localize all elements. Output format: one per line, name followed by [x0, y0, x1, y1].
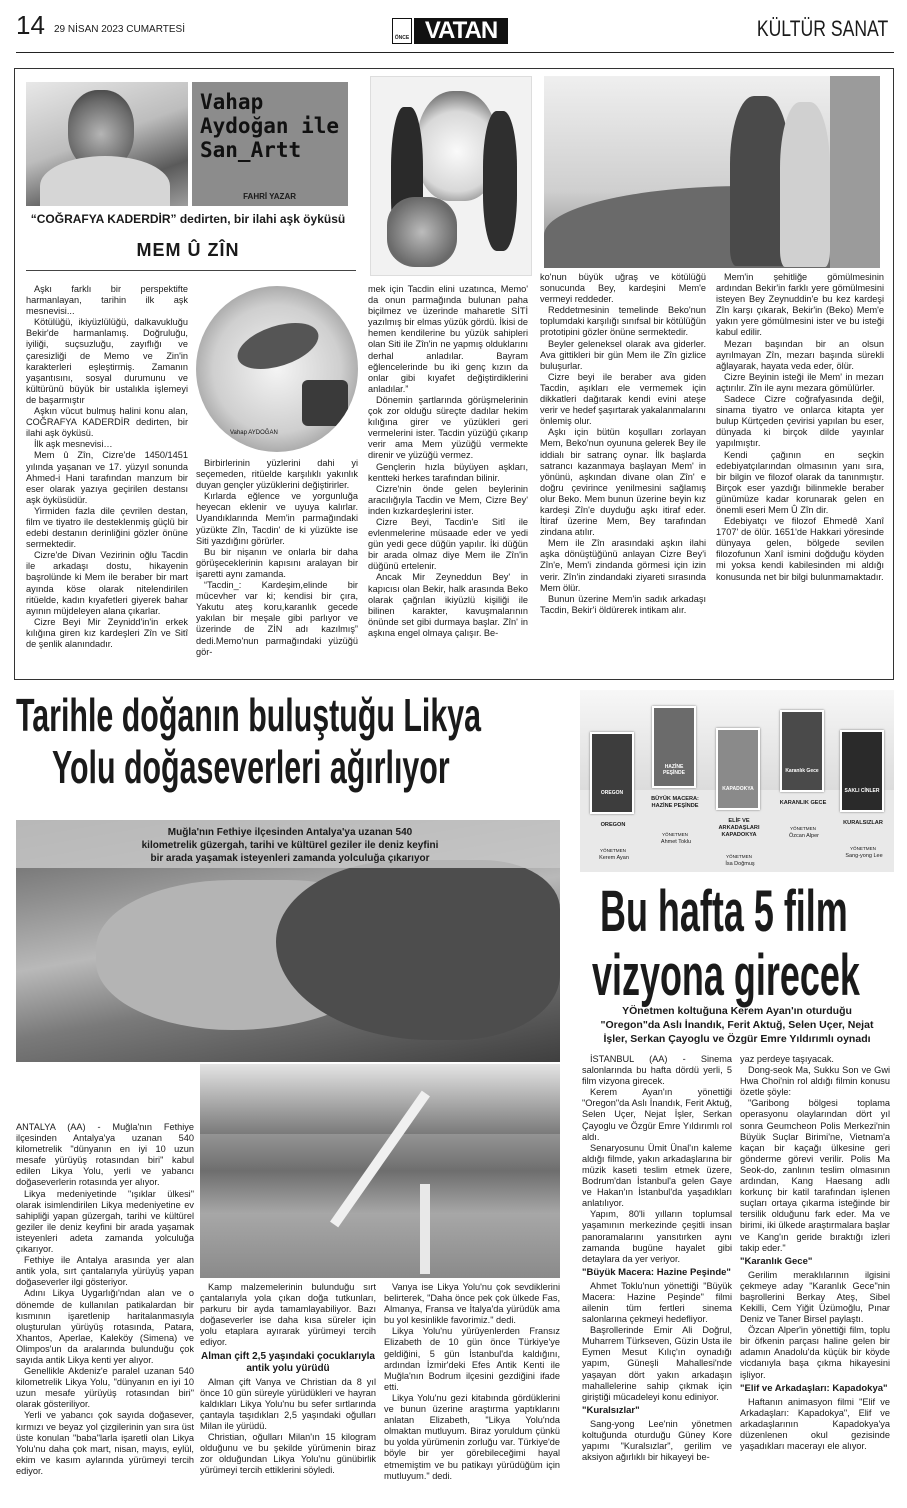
film-poster-director: İsa Doğmuş [725, 861, 755, 867]
film-poster-text: KAPADOKYA [722, 786, 754, 792]
art-circle-embrace [196, 286, 358, 452]
column-title-box [192, 82, 348, 206]
page-header [16, 8, 896, 48]
film-poster-title: KURALSIZLAR [843, 820, 883, 826]
column-rule [26, 270, 356, 271]
film-poster-director-label: YÖNETMEN [789, 826, 817, 831]
column-title: Vahap Aydoğan ile San_Artt [200, 90, 340, 162]
film-text-1: İSTANBUL (AA) - Sinema salonlarında bu hafta dördü yerli, 5 film vizyona girecek. Kerem Ayan'ın yönettiği "Oregon"da Aslı İnandık, Ferit Aktuğ, Selen Uçer, Nejat İşler, Serkan Çayoglu ve Özgür Emre Yıldırımlı rol aldı. Senaryosunu Ümit Ünal'ın kaleme aldığı filmde, yakın arkadaşlarına bir müzik kaseti teslim etmek üzere, Bodrum'dan İstanbul'a gelen Gaye ve Hakan'ın İstanbul'da yaşadıkları anlatılıyor. Yapım, 80'li yılların toplumsal yaşamının merkezinde çeşitli insan panoramalarını yansıtırken aynı zamanda bugüne hayalet gibi detaylara da yer veriyor. "Büyük Macera: Hazine Peşinde" Ahmet Toklu'nun yönettiği "Büyük Macera: Hazine Peşinde" filmi ailenin tüm fertleri sinema salonlarına çekmeyi hedefliyor. Başrollerinde Emir Ali Doğrul, Muharrem Türkseven, Güzin Usta ile Eymen Mesut Kılıç'ın oynadığı yapım, Güneşli Mahallesi'nde yaşayan dört yakın arkadaşın mahallelerine sahip çıkmak için giriştiği mücadeleyi konu ediniyor. "Kuralsızlar" Sang-yong Lee'nin yönetmen koltuğunda oturduğu Güney Kore yapımı "Kuralsızlar", gerilim ve aksiyon ağırlıklı bir hikayeyi be- [582, 1054, 732, 1463]
column-kicker: “COĞRAFYA KADERDİR” dedirten, bir ilahi aşk öyküsü [30, 212, 346, 226]
film-headline-2: vizyona girecek [592, 944, 860, 1008]
film-poster-title: BÜYÜK MACERA: HAZİNE PEŞİNDE [651, 796, 699, 809]
film-poster-text: SAKLI CİNLER [844, 788, 880, 794]
film-poster-card [780, 710, 828, 880]
author-name: FAHRİ YAZAR [243, 192, 296, 201]
header-rule [16, 52, 894, 53]
film-poster-card [840, 730, 888, 900]
likya-spot: Muğla'nın Fethiye ilçesinden Antalya'ya uzanan 540 kilometrelik güzergah, tarihi ve kültürel geziler ile deniz keyfini bir arada yaşamak isteyenleri zamanda yolculuğa çıkarıyor [141, 827, 439, 864]
film-spot: YÖnetmen koltuğuna Kerem Ayan'ın oturduğu "Oregon"da Aslı İnandık, Ferit Aktuğ, Selen Uçer, Nejat İşler, Serkan Çayoglu ve Özgür Emre Yıldırımlı oynadı [600, 1005, 874, 1045]
likya-text-2: Kamp malzemelerinin bulunduğu sırt çantalarıyla yola çıkan doğa tutkunları, parkuru bir ayda tamamlayabiliyor. Bazı doğaseverler ise daha kısa süreler için yolu etaplara ayırarak yürümeyi tercih ediyor. Alman çift 2,5 yaşındaki çocuklarıyla antik yolu yürüdü Alman çift Vanya ve Christian da 8 yıl önce 10 gün süreyle yürüdükleri ve hayran kaldıkları Likya Yolu'nu bu sefer sırtlarında çantayla taşıdıkları 2,5 yaşındaki oğulları Milan ile yürüdü. Christian, oğulları Milan'ın 15 kilogram olduğunu ve bu şekilde yürümenin biraz zor olduğundan Likya Yolu'nu günübirlik yürümeyi tercih ettiklerini söyledi. [200, 1282, 376, 1476]
film-poster-director-label: YÖNETMEN [661, 832, 689, 837]
film-poster-image [652, 706, 696, 788]
section-title: KÜLTÜR SANAT [756, 16, 888, 41]
likya-text-3: Vanya ise Likya Yolu'nu çok sevdiklerini belirterek, "Daha önce pek çok ülkede Fas, Almanya, Fransa ve İtalya'da yürüdük ama bu yol kesinlikle favorimiz." dedi. Likya Yolu'nu yürüyenlerden Fransız Elizabeth de 10 gün önce Türkiye'ye geldiğini, 5 gün İstanbul'da kaldığını, ardından İzmir'deki Efes Antik Kenti ile Muğla'nın Bodrum ilçesini gezdiğini ifade etti. Likya Yolu'nu gezi kitabında gördüklerini ve bunun üzerine araştırma yaptıklarını anlatan Elizabeth, "Likya Yolu'nda olmaktan mutluyum. Biraz yoruldum çünkü bu yolda yürümenin zorluğu var. Türkiye'de böyle bir yer görebileceğimi hayal etmemiştim ve bu patikayı yürüdüğüm için mutluyum." dedi. [384, 1282, 560, 1481]
inset-caption: Vahap AYDOĞAN [230, 430, 278, 436]
column-text-5: Mem'in şehitliğe gömülmesinin ardından Bekir'in farklı yere gömülmesini isteyen Bey Zeynuddin'e bu kez kardeşi Zîn karşı çıkarak, Bekir'in (Beko) Mem'e yakın yere gömülmesini ister ve bu isteği kabul edilir. Mezarı başından bir an olsun ayrılmayan Zîn, mezarı başında sürekli ağlayarak, hayata veda eder, ölür. Cizre Beyinin isteği ile Mem' in mezarı açtırılır. Zîn ile aynı mezara gömülürler. Sadece Cizre coğrafyasında değil, sinama tiyatro ve onlarca kitapta yer bulup Kürtçeden çevirisi yapılan bu eser, dünyada ki birçok dilde yayınlar yapılmıştır. Kendi çağının en seçkin edebiyatçılarından olmasının yanı sıra, bir bilgin ve filozof olarak da tanınmıştır. Birçok eser yazdığı bilinmekle beraber günümüze kadar korunarak gelen en önemli eseri Mem Û Zîn dir. Edebiyatçı ve filozof Ehmedê Xanî 1707' de ölür. 1651'de Hakkari yöresinde dünyaya gelen, bölgede sevilen filozofunun Xanî ismini doğduğu köyden mi yoksa kendi kabilesinden mi aldığı konusunda net bir bilgi bulunmamaktadır. [716, 272, 884, 582]
film-poster-director-label: YÖNETMEN [725, 854, 753, 859]
film-poster-title: OREGON [600, 822, 626, 828]
column-text-1: Aşkı farklı bir perspektifte harmanlayan, tarihin ilk aşk mesnevisi... Kötülüğü, ikiyüzlülüğü, dalkavukluğu Bekir'de harmanlamış. Doğruluğu, iyiliği, suçsuzluğu, zayıflığı ve çaresizliği de Memo ve Zin'in karakterleri eşleştirmiş. Zamanın yaşantısını, sosyal durumunu ve kültürünü büyük bir ustalıkla işlemeyi de başarmıştır Aşkın vücut bulmuş halini konu alan, COĞRAFYA KADERDİR dedirten, bir ilahi aşk öyküsü. İlk aşk mesnevisi… Mem û Zîn, Cizre'de 1450/1451 yılında yaşanan ve 17. yüzyıl sonunda Ahmed-i Hani tarafından manzum bir eser olarak yazıya geçirilen destansı aşk öyküsüdür. Yirmiden fazla dile çevrilen destan, film ve tiyatro ile desteklenmiş güçlü bir edebi destanın derinliğini gözler önüne sermektedir. Cizre'de Divan Vezirinin oğlu Tacdin ile arkadaşı dostu, hikayenin başrolünde ki Mem ile beraber bir mart ayında köse olarak nitelendirilen ritüelde, kadın kıyafetleri giyerek bahar ayının müjdeleyen alana çıkarlar. Cizre Beyi Mir Zeynidd'in'in erkek kılığına giren kız kardeşleri Zîn ve Sitî de şenlik alanındadır. [26, 284, 188, 649]
column-text-2: Birbirlerinin yüzlerini dahi yi seçemeden, ritüelde karşılıklı yakınlık duyan gençler yüzüklerini değiştirirler. Kırlarda eğlence ve yorgunluğa heyecan eklenir ve uyuya kalırlar. Uyandıklarında Mem'in parmağındaki yüzükte Zîn, Tacdin' de ki yüzükte ise Siti yazdığını görürler. Bu bir nişanın ve onlarla bir daha görüşeceklerinin kapısını aralayan bir işaretti aynı zamanda. “Tacdin_: Kardeşim,elinde bir mücevher var ki; kendisi bir çıra, Yakutu ateş koru,karanlık gecede yakılan bir meşale gibi parlıyor ve üzerinde de ZİN adı kazılmış” dedi.Memo'nun parmağındaki yüzüğü gör- [196, 458, 358, 657]
author-inset-photo [302, 380, 348, 426]
film-poster-card [590, 732, 638, 902]
page-number: 14 [16, 10, 45, 40]
likya-headline: Tarihle doğanın buluştuğu Likya [16, 690, 481, 741]
film-poster-director: Ahmet Toklu [660, 839, 692, 845]
issue-date: 29 NİSAN 2023 CUMARTESİ [54, 24, 185, 35]
film-poster-director-label: YÖNETMEN [849, 846, 877, 851]
logo-badge: ÖNCE [392, 18, 412, 44]
film-poster-text: OREGON [600, 790, 624, 796]
film-subhead-buyuk-macera: "Büyük Macera: Hazine Peşinde" [582, 1266, 731, 1278]
column-headline: MEM Û ZÎN [136, 240, 240, 260]
film-poster-director: Sang-yong Lee [845, 853, 883, 859]
film-poster-card [652, 706, 700, 876]
film-subhead-elif: "Elif ve Arkadaşları: Kapadokya" [740, 1382, 888, 1394]
film-poster-image [716, 728, 760, 810]
film-poster-title: KARANLIK GECE [779, 800, 827, 806]
film-headline: Bu hafta 5 film [600, 880, 848, 944]
film-poster-text: HAZİNE PEŞİNDE [663, 764, 685, 776]
column-text-3: mek için Tacdin elini uzatınca, Memo' da onun parmağında bulunan paha biçilmez ve üzerinde maharetle SİTİ yazılmış bir elmas yüzük gördü. İkisi de hemen kendilerine bu yüzük sahipleri olan Siti ile Zîn'in ne yapmış olduklarını derhal anladılar. Bayram eğlencelerinde bu iki genç kızın da onlar gibi kıyafet değiştirdiklerini anladılar.” Dönemin şartlarında görüşmelerinin çok zor olduğu süreçte dadılar hekim kılığına girer ve yüzükleri geri vermelerini ister. Tacdin yüzüğü çıkarıp verir ama Mem yüzüğü vermekte direnir ve yüzüğü vermez. Gençlerin hızla büyüyen aşkları, kentteki herkes tarafından bilinir. Cizre'nin önde gelen beylerinin aracılığıyla Tacdin ve Mem, Cizre Bey' inden kızkardeşlerini ister. Cizre Beyi, Tacdin'e Sitî ile evlenmelerine müsaade eder ve yedi gün yedi gece düğün yapılır. İki düğün bir arada olmaz diye Mem ile Zîn'in düğünü ertelenir. Ancak Mir Zeyneddun Bey' in kapıcısı olan Bekir, halk arasında Beko olarak çağrılan ikiyüzlü kişiliği ile bilinen karakter, kavuşmalarının önünde set gibi durmaya başlar. Zîn' in aşkına engel olmaya çalışır. Be- [368, 284, 528, 638]
film-poster-title: ELİF VE ARKADAŞLARI KAPADOKYA [718, 818, 760, 838]
film-poster-director: Özcan Alper [789, 833, 819, 839]
art-woman-deer [370, 76, 532, 276]
column-text-4: ko'nun büyük uğraş ve kötülüğü sonucunda Bey, kardeşini Mem'e vermeyi reddeder. Reddetmesinin temelinde Beko'nun toplumdaki karşılığı sınıfsal bir kötülüğün prototipini gözler önüne sermektedir. Beyler geleneksel olarak ava giderler. Ava gittikleri bir gün Mem ile Zîn gizlice buluşurlar. Cizre beyi ile beraber ava giden Tacdin, aşıkları ele vermemek için dikkatleri dağıtarak kendi evini ateşe verir ve hedef şaşırtarak yakalanmalarını önlemiş olur. Aşkı için bütün koşulları zorlayan Mem, Beko'nun oyununa gelerek Bey ile iddialı bir satranç oynar. İlk başlarda satrancı kazanmaya başlayan Mem' in yönünü, aşkından divane olan Zîn' e doğru çevirince yenilmesini sağlamış olur Beko. Mem bunun üzerine beyin kız kardeşi Zîn'e duyduğu aşkı itiraf eder. İtiraf üzerine Mem, Bey tarafından zindana atılır. Mem ile Zîn arasındaki aşkın ilahi aşka dönüştüğünü anlayan Cizre Bey'i Zîn'e, Mem'i zindanda görmesi için izin verir. Zîn'in zindandaki ziyareti sırasında Mem ölür. Bunun üzerine Mem'in sadık arkadaşı Tacdin, Bekir'i öldürerek intikam alır. [540, 272, 706, 615]
film-poster-director-label: YÖNETMEN [599, 848, 627, 853]
art-couple [544, 76, 880, 268]
film-poster-image [840, 730, 884, 812]
film-poster-image [780, 710, 824, 792]
film-poster-text: Karanlık Gece [785, 768, 819, 774]
vatan-logo [392, 18, 532, 44]
likya-headline-2: Yolu doğaseverleri ağırlıyor [52, 742, 450, 793]
likya-harbor-photo [200, 1064, 560, 1278]
film-poster-director: Kerem Ayan [599, 855, 629, 861]
logo-wordmark: VATAN [414, 18, 508, 44]
film-subhead-kuralsizlar: "Kuralsızlar" [582, 1404, 640, 1416]
likya-text-1: ANTALYA (AA) - Muğla'nın Fethiye ilçesinden Antalya'ya uzanan 540 kilometrelik "dünyanın en iyi 10 uzun mesafe yürüyüş rotasından biri" kabul edilen Likya Yolu, yerli ve yabancı doğaseverlerin rotasında yer alıyor. Likya medeniyetinde "ışıklar ülkesi" olarak isimlendirilen Likya medeniyetine ev sahipliği yapan güzergah, tarihi ve kültürel geziler ile deniz keyfini bir arada yaşamak isteyenleri adeta zamanda yolculuğa çıkarıyor. Fethiye ile Antalya arasında yer alan antik yola, sırt çantalarıyla yürüyüş yapan doğaseverler ilgi gösteriyor. Adını Likya Uygarlığı'ndan alan ve o dönemde de kullanılan patikalardan bir kısmının işaretlenip haritalanmasıyla oluşturulan yürüyüş rotasında, Patara, Xhantos, Aperlae, Kaleköy (Simena) ve Olimpos'un da aralarında bulunduğu çok sayıda antik Likya kenti yer alıyor. Genellikle Akdeniz'e paralel uzanan 540 kilometrelik Likya Yolu, "dünyanın en iyi 10 uzun mesafe yürüyüş rotasından biri" olarak gösteriliyor. Yerli ve yabancı çok sayıda doğasever, kırmızı ve beyaz yol çizgilerinin yan sıra üst üste konulan "baba"larla işaretli olan Likya Yolu'nu daha çok mart, nisan, mayıs, eylül, ekim ve kasım aylarında yürümeyi tercih ediyor. [16, 1122, 194, 1476]
film-text-2: yaz perdeye taşıyacak. Dong-seok Ma, Sukku Son ve Gwi Hwa Choi'nin rol aldığı filmin konusu özetle şöyle: "Garibong bölgesi toplama operasyonu olaylarından dört yıl sonra Geumcheon Polis Merkezi'nin Büyük Suçlar Birimi'ne, Vietnam'a kaçan bir kaçağı ülkesine geri gönderme görevi verilir. Polis Ma Seok-do, zanlının teslim olmasının ardından, Kang Haesang adlı korkunç bir katil tarafından işlenen suçları ortaya çıkarma isteğinde bir tersilik olduğunu fark eder. Ma ve birimi, iki ülkede araştırmalara başlar ve Kang'ın geride bıraktığı izleri takip eder." "Karanlık Gece" Gerilim meraklılarının ilgisini çekmeye aday "Karanlık Gece"nin başrollerini Berkay Ateş, Sibel Kekilli, Cem Yiğit Üzümoğlu, Pınar Deniz ve Taner Birsel paylaştı. Özcan Alper'in yönettiği film, toplu bir öfkenin parçası haline gelen bir adamın Anadolu'da küçük bir köyde vicdanıyla başa çıkma hikayesini işliyor. "Elif ve Arkadaşları: Kapadokya" Haftanın animasyon filmi "Elif ve Arkadaşları: Kapadokya", Elif ve arkadaşlarının Kapadokya'ya düzenlenen okul gezisinde yaşadıkları macerayı ele alıyor. [740, 1054, 890, 1451]
likya-subhead: Alman çift 2,5 yaşındaki çocuklarıyla antik yolu yürüdü [201, 1350, 375, 1374]
film-poster-card [716, 728, 764, 898]
film-subhead-karanlik-gece: "Karanlık Gece" [740, 1255, 813, 1267]
film-poster-image [590, 732, 634, 814]
author-photo [26, 82, 188, 206]
